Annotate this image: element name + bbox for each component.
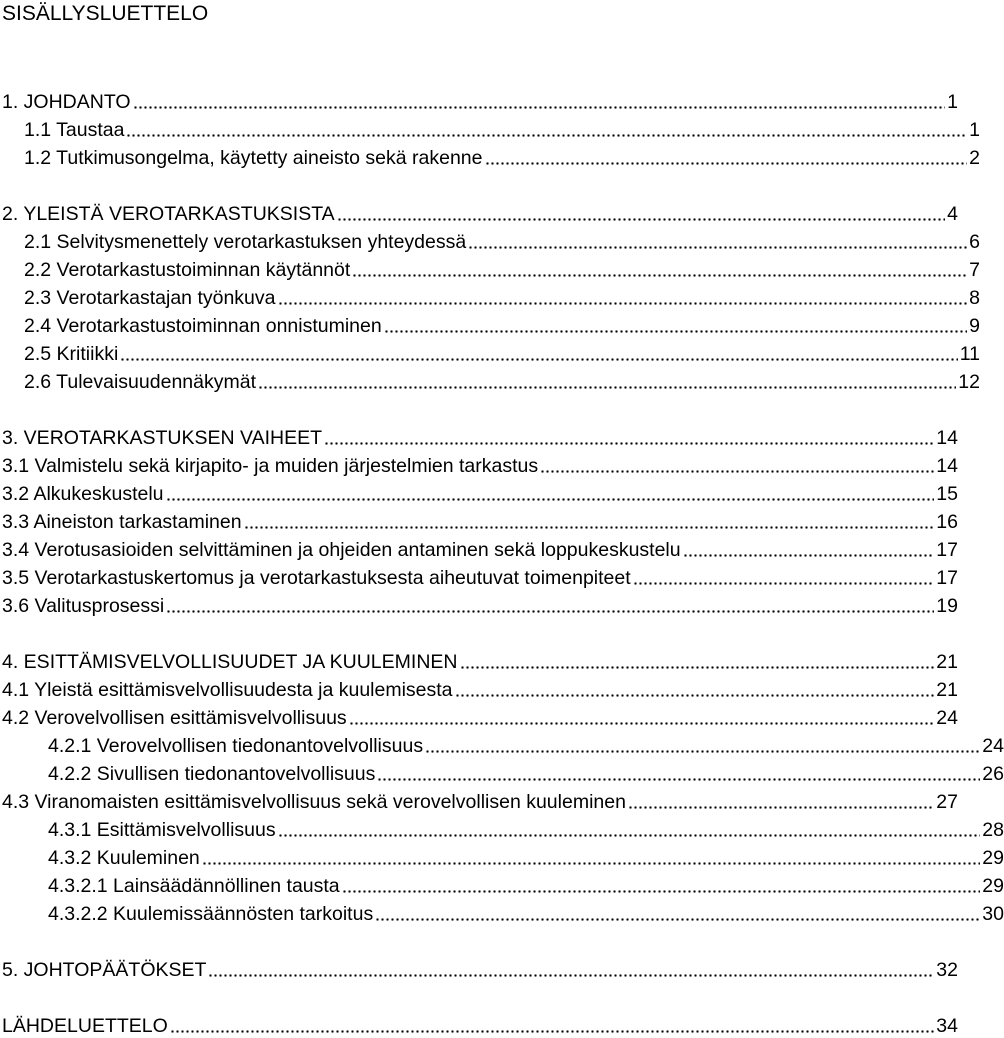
toc-entry-page: 9 xyxy=(969,315,980,337)
toc-entry-page: 14 xyxy=(936,455,958,477)
page-title: SISÄLLYSLUETTELO xyxy=(2,2,209,25)
dot-leader xyxy=(352,258,967,278)
toc-entry-label: 4.3.2.2 Kuulemissäännösten tarkoitus xyxy=(48,903,374,925)
dot-leader xyxy=(485,146,968,166)
dot-leader xyxy=(126,118,967,138)
toc-entry-label: 3.6 Valitusprosessi xyxy=(2,595,165,617)
dot-leader xyxy=(202,846,981,866)
dot-leader xyxy=(324,426,934,446)
toc-entry-label: 3.5 Verotarkastuskertomus ja verotarkastuksesta aiheutuvat toimenpiteet xyxy=(2,567,631,589)
toc-entry-label: LÄHDELUETTELO xyxy=(2,1015,168,1037)
toc-entry-label: 4.1 Yleistä esittämisvelvollisuudesta ja kuulemisesta xyxy=(2,679,453,701)
toc-entry-label: 2.6 Tulevaisuudennäkymät xyxy=(24,371,256,393)
dot-leader xyxy=(384,314,967,334)
dot-leader xyxy=(377,762,980,782)
toc-entry-label: 4.2.2 Sivullisen tiedonantovelvollisuus xyxy=(48,763,376,785)
toc-entry-label: 1. JOHDANTO xyxy=(2,91,131,113)
toc-entry[interactable] xyxy=(0,142,980,170)
toc-entry[interactable] xyxy=(0,870,1004,898)
toc-entry[interactable] xyxy=(0,198,958,226)
toc-entry[interactable] xyxy=(0,562,958,590)
toc-entry-label: 2. YLEISTÄ VEROTARKASTUKSISTA xyxy=(2,203,335,225)
toc-entry-page: 30 xyxy=(982,903,1004,925)
dot-leader xyxy=(628,790,934,810)
toc-entry-page: 1 xyxy=(947,91,958,113)
toc-entry-page: 32 xyxy=(936,959,958,981)
toc-entry-page: 29 xyxy=(982,875,1004,897)
toc-entry[interactable] xyxy=(0,478,958,506)
toc-entry[interactable] xyxy=(0,254,980,282)
toc-entry-page: 1 xyxy=(969,119,980,141)
dot-leader xyxy=(468,230,967,250)
toc-entry-page: 2 xyxy=(969,147,980,169)
toc-entry-page: 8 xyxy=(969,287,980,309)
dot-leader xyxy=(166,594,934,614)
toc-entry-page: 21 xyxy=(936,679,958,701)
toc-entry-page: 27 xyxy=(936,791,958,813)
toc-entry-page: 17 xyxy=(936,567,958,589)
dot-leader xyxy=(166,482,935,502)
dot-leader xyxy=(540,454,934,474)
dot-leader xyxy=(133,90,946,110)
dot-leader xyxy=(342,874,981,894)
dot-leader xyxy=(633,566,935,586)
toc-entry-label: 4.3 Viranomaisten esittämisvelvollisuus sekä verovelvollisen kuuleminen xyxy=(2,791,626,813)
toc-entry-label: 4. ESITTÄMISVELVOLLISUUDET JA KUULEMINEN xyxy=(2,651,458,673)
toc-entry[interactable] xyxy=(0,702,958,730)
toc-entry-label: 4.3.2.1 Lainsäädännöllinen tausta xyxy=(48,875,340,897)
toc-entry-page: 19 xyxy=(936,595,958,617)
toc-entry[interactable] xyxy=(0,898,1004,926)
toc-entry-page: 24 xyxy=(982,735,1004,757)
toc-entry[interactable] xyxy=(0,338,980,366)
toc-entry-label: 4.2.1 Verovelvollisen tiedonantovelvollisuus xyxy=(48,735,424,757)
toc-entry-label: 2.3 Verotarkastajan työnkuva xyxy=(24,287,276,309)
toc-entry[interactable] xyxy=(0,422,958,450)
toc-entry[interactable] xyxy=(0,86,958,114)
dot-leader xyxy=(683,538,935,558)
toc-entry-label: 4.3.1 Esittämisvelvollisuus xyxy=(48,819,276,841)
toc-entry-label: 4.3.2 Kuuleminen xyxy=(48,847,200,869)
toc-entry-label: 2.2 Verotarkastustoiminnan käytännöt xyxy=(24,259,351,281)
toc-entry-page: 34 xyxy=(936,1015,958,1037)
dot-leader xyxy=(244,510,935,530)
toc-entry[interactable] xyxy=(0,450,958,478)
toc-entry-label: 1.2 Tutkimusongelma, käytetty aineisto sekä rakenne xyxy=(24,147,483,169)
dot-leader xyxy=(349,706,935,726)
toc-entry-page: 11 xyxy=(959,343,980,365)
toc-entry[interactable] xyxy=(0,226,980,254)
toc-entry[interactable] xyxy=(0,590,958,618)
toc-entry-page: 7 xyxy=(969,259,980,281)
toc-entry-page: 21 xyxy=(936,651,958,673)
toc-entry-page: 16 xyxy=(936,511,958,533)
dot-leader xyxy=(258,370,956,390)
dot-leader xyxy=(455,678,935,698)
toc-entry[interactable] xyxy=(0,1010,958,1038)
toc-entry[interactable] xyxy=(0,674,958,702)
toc-entry[interactable] xyxy=(0,646,958,674)
toc-entry[interactable] xyxy=(0,786,958,814)
toc-entry-page: 24 xyxy=(936,707,958,729)
toc-entry-label: 3.4 Verotusasioiden selvittäminen ja ohjeiden antaminen sekä loppukeskustelu xyxy=(2,539,681,561)
toc-entry[interactable] xyxy=(0,534,958,562)
toc-entry-page: 29 xyxy=(982,847,1004,869)
toc-entry-label: 4.2 Verovelvollisen esittämisvelvollisuus xyxy=(2,707,347,729)
toc-entry-label: 1.1 Taustaa xyxy=(24,119,125,141)
dot-leader xyxy=(208,958,934,978)
toc-entry[interactable] xyxy=(0,114,980,142)
dot-leader xyxy=(337,202,945,222)
toc-entry-label: 3.3 Aineiston tarkastaminen xyxy=(2,511,242,533)
toc-entry[interactable] xyxy=(0,842,1004,870)
toc-entry-label: 2.1 Selvitysmenettely verotarkastuksen yhteydessä xyxy=(24,231,467,253)
toc-entry[interactable] xyxy=(0,814,1004,842)
toc-entry[interactable] xyxy=(0,310,980,338)
toc-entry-page: 4 xyxy=(947,203,958,225)
toc-entry-label: 5. JOHTOPÄÄTÖKSET xyxy=(2,959,207,981)
toc-entry[interactable] xyxy=(0,366,980,394)
toc-entry-label: 3.2 Alkukeskustelu xyxy=(2,483,164,505)
toc-entry-page: 15 xyxy=(936,483,958,505)
toc-entry-page: 17 xyxy=(936,539,958,561)
toc-entry-page: 6 xyxy=(969,231,980,253)
toc-entry-page: 12 xyxy=(958,371,980,393)
toc-entry[interactable] xyxy=(0,954,958,982)
dot-leader xyxy=(120,342,957,362)
dot-leader xyxy=(375,902,980,922)
toc-entry-label: 3.1 Valmistelu sekä kirjapito- ja muiden järjestelmien tarkastus xyxy=(2,455,539,477)
dot-leader xyxy=(278,286,968,306)
toc-entry-page: 14 xyxy=(936,427,958,449)
dot-leader xyxy=(278,818,981,838)
toc-entry-label: 3. VEROTARKASTUKSEN VAIHEET xyxy=(2,427,323,449)
dot-leader xyxy=(425,734,980,754)
toc-entry[interactable] xyxy=(0,758,1004,786)
dot-leader xyxy=(170,1014,934,1034)
toc-entry-page: 26 xyxy=(982,763,1004,785)
dot-leader xyxy=(460,650,935,670)
toc-entry-label: 2.5 Kritiikki xyxy=(24,343,119,365)
toc-entry-label: 2.4 Verotarkastustoiminnan onnistuminen xyxy=(24,315,382,337)
toc-entry[interactable] xyxy=(0,282,980,310)
toc-entry-page: 28 xyxy=(982,819,1004,841)
toc-entry[interactable] xyxy=(0,730,1004,758)
toc-entry[interactable] xyxy=(0,506,958,534)
